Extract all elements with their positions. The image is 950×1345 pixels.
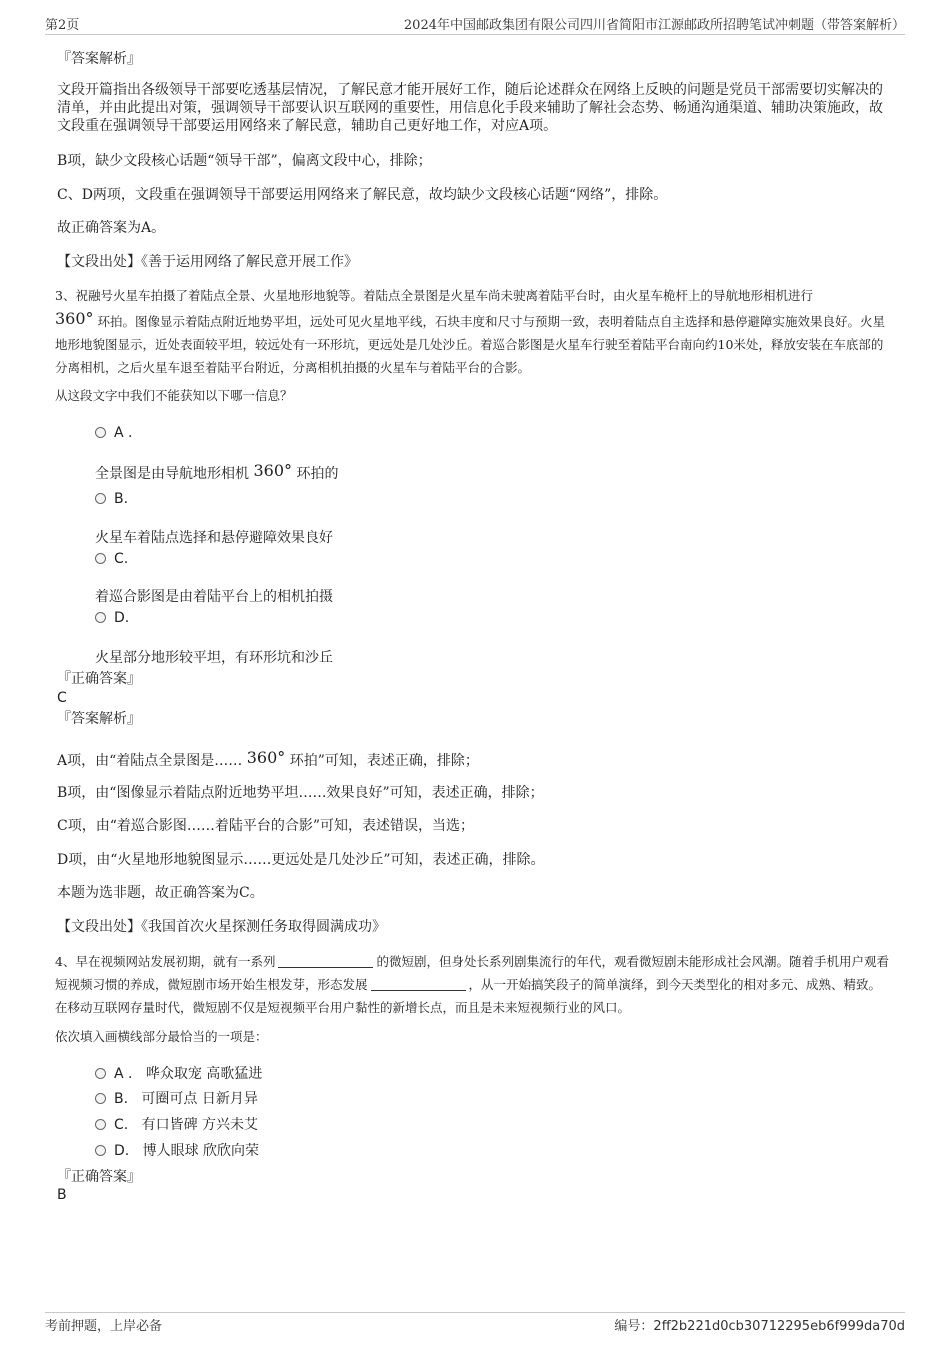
page-header	[45, 14, 905, 35]
q2-source: 【文段出处】《善于运用网络了解民意开展工作》	[57, 254, 358, 270]
radio-icon	[95, 1145, 106, 1156]
page-number: 第2页	[45, 18, 80, 33]
q2-analysis-para1: 文段开篇指出各级领导干部要吃透基层情况，了解民意才能开展好工作，随后论述群众在网络上反映的问题是党员干部需要切实解决的清单，并由此提出对策，强调领导干部要认识互联网的重要性，用信息化手段来辅助了解社会态势、畅通沟通渠道、辅助决策施政，故文段重在强调领导干部要运用网络来了解民意，辅助自己更好地工作，对应A项。	[57, 82, 883, 134]
q3-conclusion: 本题为选非题，故正确答案为C。	[57, 885, 264, 901]
q3-stem-math: 360°	[55, 309, 94, 328]
q4-answer: B	[57, 1187, 67, 1203]
page-footer	[45, 1312, 905, 1334]
q3-answer-title: 『正确答案』	[57, 671, 141, 687]
footer-slogan: 考前押题，上岸必备	[45, 1319, 163, 1334]
q3-answer: C	[57, 690, 67, 706]
q4-option-c[interactable]: C. 有口皆碑 方兴未艾	[95, 1114, 258, 1134]
radio-icon	[95, 1093, 106, 1104]
radio-icon	[95, 1068, 106, 1079]
q4-option-b[interactable]: B. 可圈可点 日新月异	[95, 1088, 258, 1108]
q4-question: 依次填入画横线部分最恰当的一项是：	[55, 1029, 268, 1044]
q3-option-a-text: 全景图是由导航地形相机 360° 环拍的	[95, 461, 339, 482]
q3-analysis-c: C项，由“着巡合影图……着陆平台的合影”可知，表述错误，当选；	[57, 818, 475, 834]
q3-question: 从这段文字中我们不能获知以下哪一信息？	[55, 388, 293, 403]
q4-option-a[interactable]: A . 哗众取宠 高歌猛进	[95, 1063, 262, 1083]
q2-analysis-para2: B项，缺少文段核心话题“领导干部”，偏离文段中心，排除；	[57, 153, 432, 169]
q4-answer-title: 『正确答案』	[57, 1169, 141, 1185]
q3-analysis-b: B项，由“图像显示着陆点附近地势平坦……效果良好”可知，表述正确，排除；	[57, 785, 544, 801]
q3-analysis-a: A项，由“着陆点全景图是…… 360° 环拍”可知，表述正确，排除；	[57, 748, 479, 769]
q3-option-b-radio[interactable]: B.	[95, 491, 128, 507]
q4-blank-2	[371, 978, 466, 991]
q3-stem: 3、祝融号火星车拍摄了着陆点全景、火星地形地貌等。着陆点全景图是火星车尚未驶离着陆平台时，由火星车桅杆上的导航地形相机进行 360° 环拍。图像显示着陆点附近地势平坦，远处可见火星地平线，石块丰度和尺寸与预期一致，表明着陆点自主选择和悬停避障实施效果良好。火星地形地貌图显示，近处表面较平坦，较远处有一环形坑，更远处是几处沙丘。着巡合影图是火星车行驶至着陆平台南向约10米处，释放安装在车底部的分离相机，之后火星车退至着陆平台附近，分离相机拍摄的火星车与着陆平台的合影。	[55, 288, 886, 375]
q4-blank-1	[278, 955, 373, 968]
q4-stem: 4、早在视频网站发展初期，就有一系列 的微短剧，但身处长系列剧集流行的年代，观看微短剧未能形成社会风潮。随着手机用户观看短视频习惯的养成，微短剧市场开始生根发芽，形态发展 ，从一开始搞笑段子的简单演绎，到今天类型化的相对多元、成熟、精致。在移动互联网存量时代，微短剧不仅是短视频平台用户黏性的新增长点，而且是未来短视频行业的风口。	[55, 954, 889, 1015]
q3-analysis-title: 『答案解析』	[57, 711, 141, 727]
q2-analysis-title: 『答案解析』	[57, 51, 141, 67]
document-title: 2024年中国邮政集团有限公司四川省简阳市江源邮政所招聘笔试冲刺题（带答案解析）	[403, 18, 905, 33]
q3-source: 【文段出处】《我国首次火星探测任务取得圆满成功》	[57, 919, 386, 935]
q3-option-b-text: 火星车着陆点选择和悬停避障效果良好	[95, 530, 333, 546]
q2-analysis-para3: C、D两项，文段重在强调领导干部要运用网络来了解民意，故均缺少文段核心话题“网络”，排除。	[57, 187, 668, 203]
radio-icon	[95, 612, 106, 623]
footer-serial: 编号：2ff2b221d0cb30712295eb6f999da70d	[614, 1319, 905, 1334]
q2-analysis-para4: 故正确答案为A。	[57, 220, 166, 236]
q3-option-d-radio[interactable]: D.	[95, 610, 129, 626]
q3-option-a-radio[interactable]: A .	[95, 425, 132, 441]
radio-icon	[95, 553, 106, 564]
radio-icon	[95, 1119, 106, 1130]
radio-icon	[95, 493, 106, 504]
q3-analysis-d: D项，由“火星地形地貌图显示……更远处是几处沙丘”可知，表述正确，排除。	[57, 852, 545, 868]
q3-option-d-text: 火星部分地形较平坦，有环形坑和沙丘	[95, 650, 333, 666]
q4-option-d[interactable]: D. 博人眼球 欣欣向荣	[95, 1140, 259, 1160]
q3-option-c-text: 着巡合影图是由着陆平台上的相机拍摄	[95, 589, 333, 605]
q3-option-c-radio[interactable]: C.	[95, 551, 128, 567]
radio-icon	[95, 427, 106, 438]
